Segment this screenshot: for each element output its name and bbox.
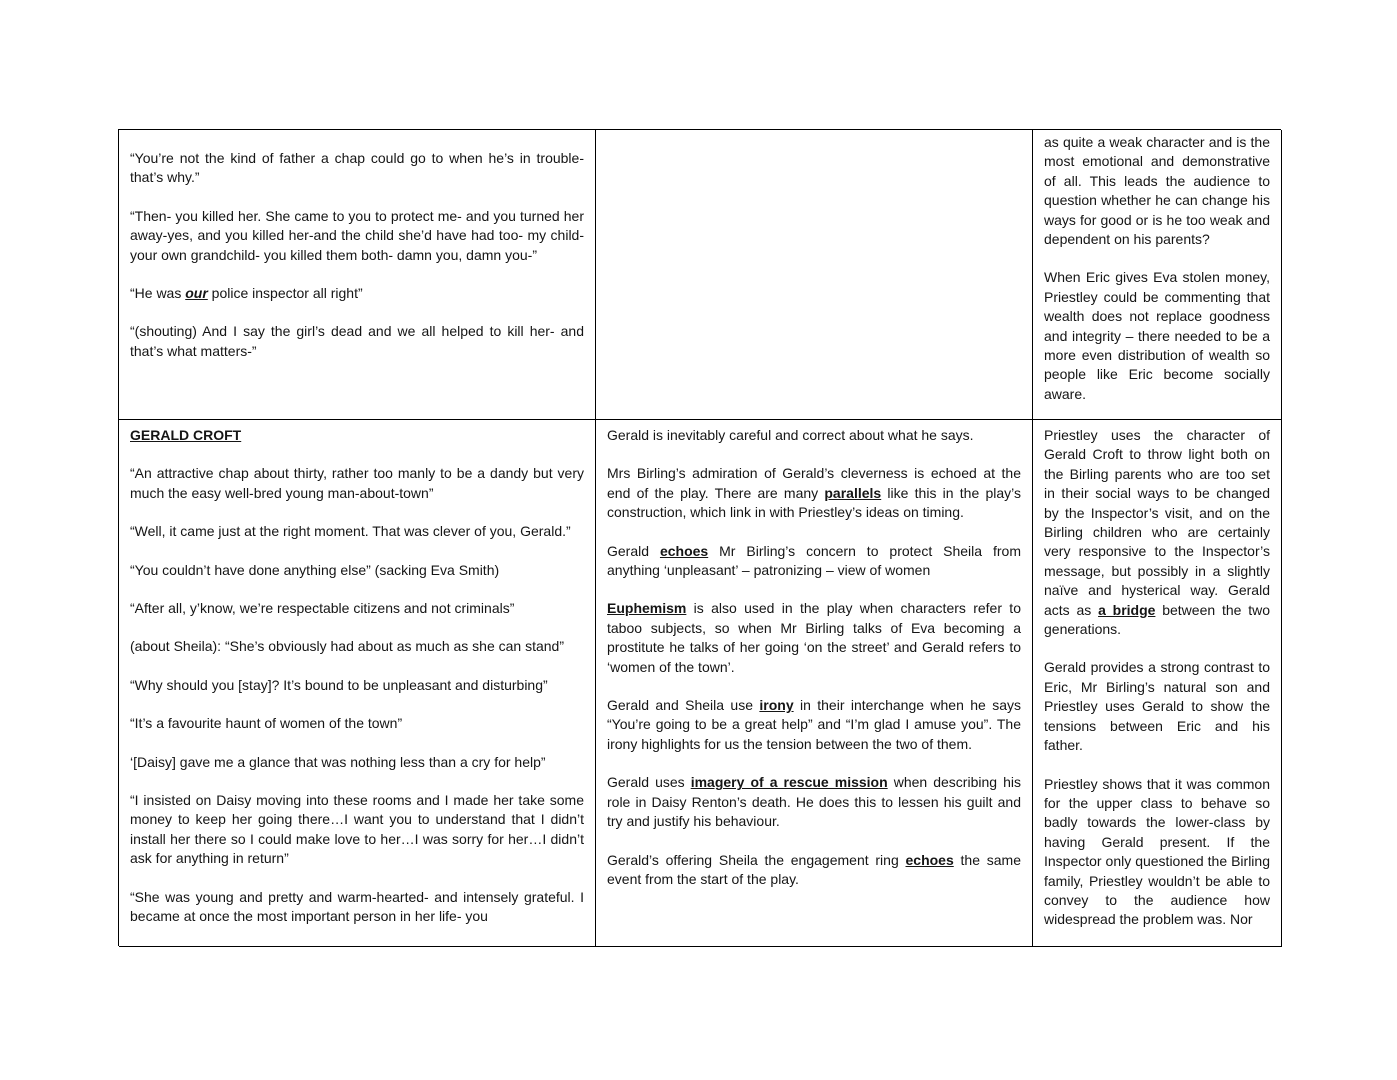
text-run: parallels [824,484,882,501]
section-heading [130,426,584,445]
text-run: Euphemism [607,600,687,617]
text-run: Mr Birling’s concern to protect Sheila from anything ‘unpleasant’ – patronizing – view of women [607,542,1021,579]
analysis-paragraph [607,426,1021,445]
analysis-paragraph [607,464,1021,522]
quote [130,207,584,265]
quotes-cell-gerald [119,420,596,947]
text-run: “He was [130,285,186,302]
quote [130,149,584,188]
text-run: “Why should you [stay]? It’s bound to be unpleasant and disturbing” [130,676,548,693]
quotes-cell-eric [119,130,596,420]
text-run: Gerald’s offering Sheila the engagement ring [607,851,906,868]
quote [130,714,584,733]
text-run: imagery of a rescue mission [690,774,888,791]
commentary-paragraph [1044,775,1270,930]
quote [130,322,584,361]
analysis-cell-gerald [596,420,1033,947]
text-run: “Then- you killed her. She came to you to protect me- and you turned her away-yes, and you killed her-and the child she’d have had too- my child- your own grandchild- you killed them both- damn you, damn you-” [130,207,584,263]
text-run: police inspector all right” [207,285,363,302]
text-run: echoes [659,542,709,559]
quote [130,753,584,772]
text-run: Gerald provides a strong contrast to Eric, Mr Birling’s natural son and Priestley uses Gerald to show the tensions between Eric and his father. [1044,659,1270,754]
text-run: irony [759,697,794,714]
quote [130,599,584,618]
text-run: Gerald and Sheila use [607,697,760,714]
text-run: our [185,285,208,302]
text-run: when describing his role in Daisy Renton’s death. He does this to lessen his guilt and try and justify his behaviour. [607,774,1021,830]
quote [130,676,584,695]
text-run: “Well, it came just at the right moment. That was clever of you, Gerald.” [130,523,571,540]
text-run: Gerald uses [607,774,691,791]
analysis-paragraph [607,542,1021,581]
quote [130,888,584,927]
text-run: “It’s a favourite haunt of women of the town” [130,715,403,732]
text-run: Priestley uses the character of Gerald Croft to throw light both on the Birling parents who are too set in their social ways to be changed by the Inspector’s visit, and on the Birling children who are certainly very responsive to the Inspector’s message, but possibly in a slightly naïve and hysterical way. Gerald acts as [1044,427,1270,618]
text-run: is also used in the play when characters refer to taboo subjects, so when Mr Birling talks of Eva becoming a prostitute he talks of her going ‘on the street’ and Gerald refers to ‘women of the town’. [607,600,1021,675]
commentary-paragraph [1044,133,1270,249]
text-run: like this in the play’s construction, which link in with Priestley’s ideas on timing. [607,484,1022,521]
text-run: between the two generations. [1044,601,1270,638]
text-run: “You couldn’t have done anything else” (sacking Eva Smith) [130,561,500,578]
text-run: Priestley shows that it was common for the upper class to behave so badly towards the lower-class by having Gerald present. If the Inspector only questioned the Birling family, Priestley wouldn’t be able to convey to the audience how widespread the problem was. Nor [1044,775,1270,928]
text-run: echoes [905,851,954,868]
text-run: Gerald is inevitably careful and correct about what he says. [607,427,974,443]
quote [130,791,584,869]
study-notes-table [118,129,1281,946]
text-run: ‘[Daisy] gave me a glance that was nothing less than a cry for help” [130,753,546,770]
text-run: GERALD CROFT [130,427,242,443]
text-run: Mrs Birling’s admiration of Gerald’s cleverness is echoed at the end of the play. There are many [607,465,1021,501]
text-run: the same event from the start of the play. [607,851,1021,887]
text-run: (about Sheila): “She’s obviously had about as much as she can stand” [130,638,564,655]
text-run: “An attractive chap about thirty, rather too manly to be a dandy but very much the easy well-bred young man-about-town” [130,465,584,501]
quote [130,561,584,580]
commentary-paragraph [1044,268,1270,404]
quote [130,637,584,656]
quote [130,522,584,541]
commentary-paragraph [1044,658,1270,755]
text-run: “You’re not the kind of father a chap could go to when he’s in trouble- that’s why.” [130,150,584,186]
text-run: a bridge [1098,601,1156,618]
text-run: “After all, y’know, we’re respectable citizens and not criminals” [130,600,515,617]
text-run: When Eric gives Eva stolen money, Priestley could be commenting that wealth does not replace goodness and integrity – there needed to be a more even distribution of wealth so people like Eric become socially aware. [1044,269,1270,402]
text-run: “(shouting) And I say the girl’s dead and we all helped to kill her- and that’s what matters-” [130,323,584,359]
analysis-paragraph [607,696,1021,754]
text-run: Gerald [607,542,660,559]
quote [130,284,584,303]
text-run: “I insisted on Daisy moving into these rooms and I made her take some money to keep her going there…I want you to understand that I didn’t install her there so I could make love to her…I was sorry for her…I didn’t ask for anything in return” [130,792,584,867]
commentary-cell-eric [1033,130,1282,420]
analysis-paragraph [607,851,1021,890]
commentary-cell-gerald [1033,420,1282,947]
text-run: in their interchange when he says “You’re going to be a great help” and “I’m glad I amuse you”. The irony highlights for us the tension between the two of them. [607,697,1021,752]
analysis-paragraph [607,599,1021,677]
text-run: as quite a weak character and is the most emotional and demonstrative of all. This leads the audience to question whether he can change his ways for good or is he too weak and dependent on his parents? [1044,134,1270,248]
quote [130,464,584,503]
commentary-paragraph [1044,426,1270,639]
analysis-cell-eric [596,130,1033,420]
analysis-paragraph [607,773,1021,831]
text-run: “She was young and pretty and warm-hearted- and intensely grateful. I became at once the most important person in her life- you [130,888,584,925]
